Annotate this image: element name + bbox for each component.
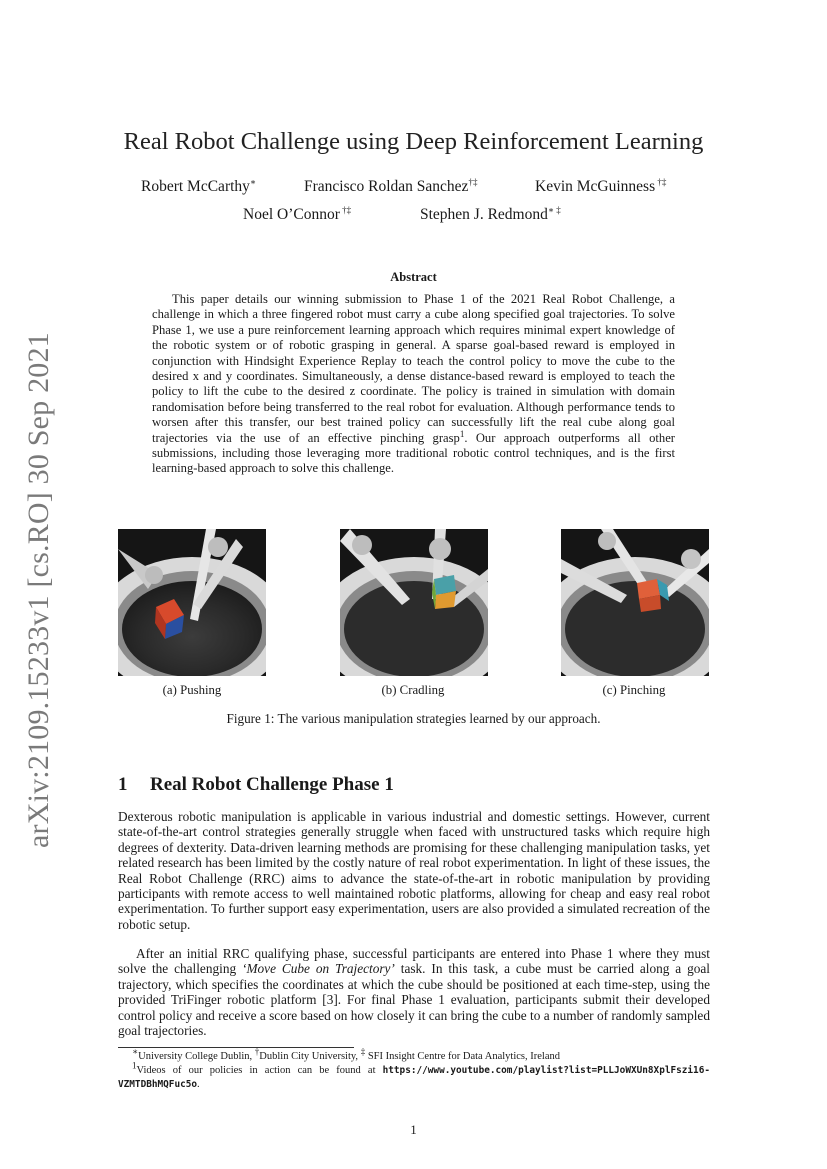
body-paragraph: Dexterous robotic manipulation is applicable in various industrial and domestic settings. However, current state-of-the-art control strategies generally struggle when faced with unstructured tasks which require high degrees of dexterity. Data-driven learning methods are promising for these challenging manipulation tasks, yet related research has been limited by the costly nature of real robot experimentation. In light of these issues, the Real Robot Challenge (RRC) aims to advance the state-of-the-art in robotic manipulation by providing participants with remote access to well maintained robotic platforms, allowing for cheap and easy real robot experimentation. To further support easy experimentation, users are also provided a simulated recreation of the robotic setup. (118, 809, 710, 932)
subfigure-caption: (a) Pushing (162, 683, 222, 697)
subfigure-cradling-image (340, 529, 488, 676)
paper-title: Real Robot Challenge using Deep Reinforcement Learning (123, 128, 704, 155)
footnote-videos: $^1$Videos of our policies in action can be found at https://www.youtube.com/playlist?list=PLLJoWXUn8XplFszi16-VZMTDBhMQFuc5o. (118, 1060, 710, 1090)
footnote-affiliations: ∗University College Dublin, †Dublin City University, ‡ SFI Insight Centre for Data Analytics, Ireland (132, 1046, 560, 1062)
abstract-heading: Abstract (390, 270, 437, 284)
body-paragraph: After an initial RRC qualifying phase, successful participants are entered into Phase 1 where they must solve the challenging ‘Move Cube on Trajectory’ task. In this task, a cube must be carried along a goal trajectory, which specifies the coordinates at which the cube should be positioned at each time-step, using the provided TriFinger robotic platform [3]. For final Phase 1 evaluation, participants submit their developed control policy and receive a score based on how closely it can bring the cube to a number of randomly sampled goal trajectories. (118, 946, 710, 1039)
author: Kevin McGuinness †‡ (535, 176, 667, 195)
arxiv-identifier-stamp: arXiv:2109.15233v1 [cs.RO] 30 Sep 2021 (22, 332, 55, 848)
subfigure-pinching-image (561, 529, 709, 676)
abstract-body: This paper details our winning submission to Phase 1 of the 2021 Real Robot Challenge, a challenge in which a three fingered robot must carry a cube along specified goal trajectories. To solve Phase 1, we use a pure reinforcement learning approach which requires minimal expert knowledge of the robotic system or of robotic grasping in general. A sparse goal-based reward is employed in conjunction with Hindsight Experience Replay to teach the control policy to move the cube to the desired x and y coordinates. Simultaneously, a dense distance-based reward is employed to teach the policy to lift the cube to the desired z coordinate. The policy is trained in simulation with domain randomisation before being transferred to the real robot for evaluation. Although performance tends to worsen after this transfer, our best trained policy can successfully lift the real cube along goal trajectories via the use of an effective pinching grasp$^1$. Our approach outperforms all other submissions, including those leveraging more traditional robotic control techniques, and is the first learning-based approach to solve this challenge. (152, 292, 675, 476)
figure-caption: Figure 1: The various manipulation strategies learned by our approach. (226, 711, 601, 726)
section-heading: 1 Real Robot Challenge Phase 1 (118, 774, 394, 795)
author: Francisco Roldan Sanchez†‡ (304, 176, 478, 195)
subfigure-caption: (b) Cradling (381, 683, 445, 697)
subfigure-caption: (c) Pinching (602, 683, 666, 697)
playlist-link[interactable]: https://www.youtube.com/playlist?list=PLLJoWXUn8XplFszi16-VZMTDBhMQFuc5o (118, 1065, 710, 1090)
author: Stephen J. Redmond∗ ‡ (420, 204, 561, 223)
footnote-divider (118, 1047, 354, 1048)
footnote-marker: 1 (459, 428, 465, 439)
page-number: 1 (410, 1122, 417, 1137)
subfigure-pushing-image (118, 529, 266, 676)
author: Robert McCarthy∗ (141, 176, 257, 195)
cube (432, 575, 456, 609)
author: Noel O’Connor †‡ (243, 204, 352, 223)
